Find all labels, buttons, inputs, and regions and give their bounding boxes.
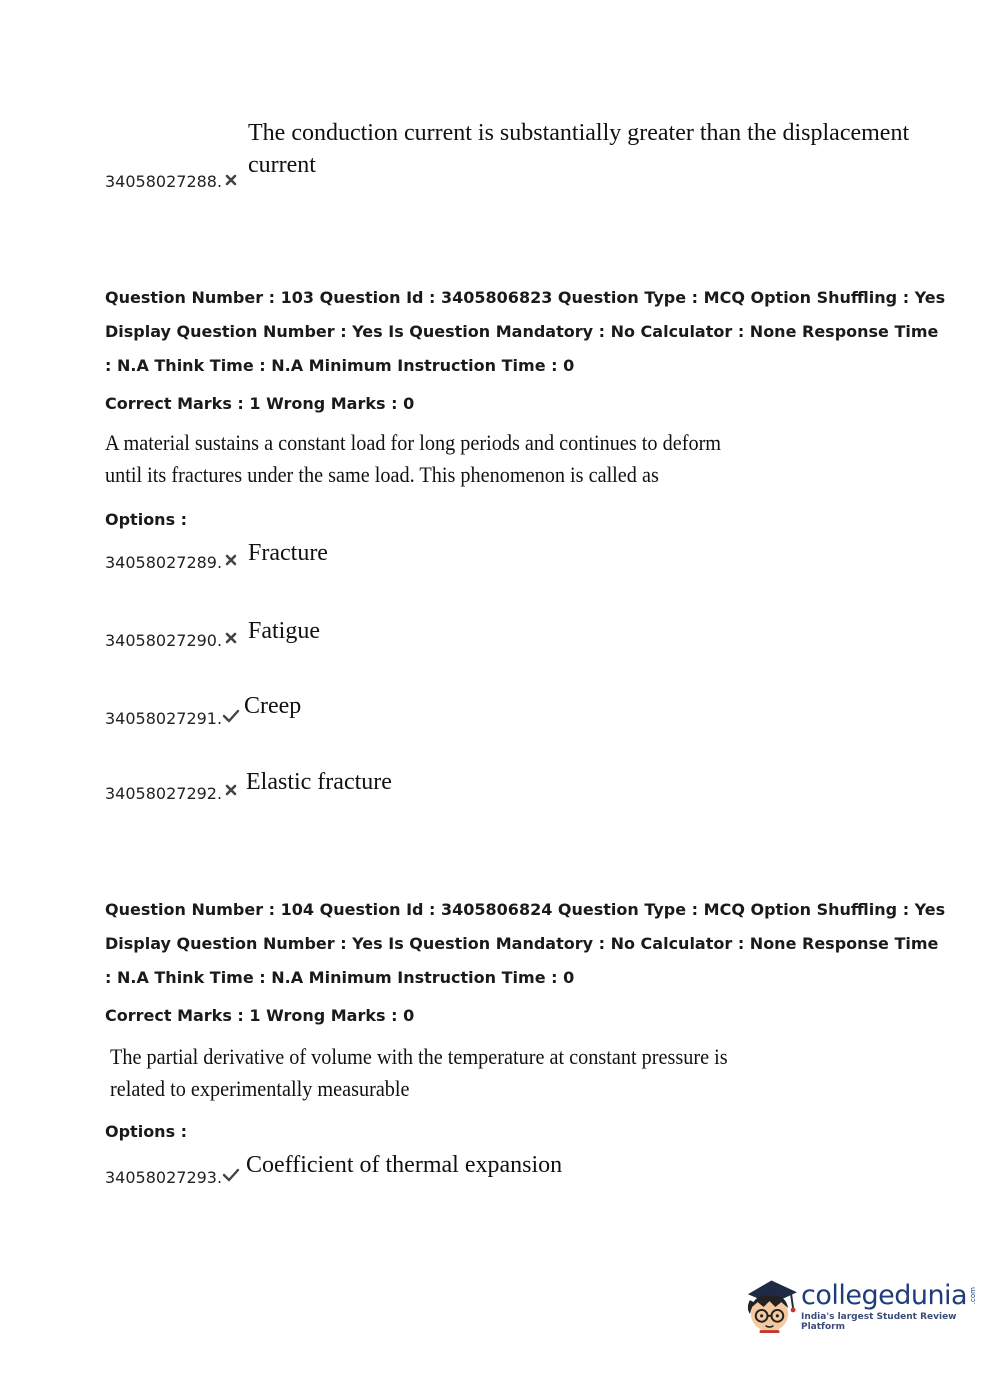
question-text-line1: A material sustains a constant load for long periods and continues to deform	[105, 430, 722, 455]
option-id: 34058027288.	[105, 172, 223, 191]
option-text: Fatigue	[248, 618, 320, 644]
check-icon	[222, 1168, 240, 1182]
question-text-line2: until its fractures under the same load. This phenomenon is called as	[105, 462, 659, 487]
question-meta-line1: Question Number : 104 Question Id : 3405806824 Question Type : MCQ Option Shuffling : Yes	[105, 900, 946, 919]
option-text-line1: The conduction current is substantially greater than the displacement	[248, 120, 910, 146]
cross-icon	[224, 783, 238, 797]
option-id: 34058027290.	[105, 631, 223, 650]
option-id: 34058027291.	[105, 709, 223, 728]
brand-tagline: India's largest Student Review Platform	[800, 1311, 957, 1332]
check-icon	[222, 709, 240, 723]
option-text: Fracture	[248, 540, 328, 566]
question-marks: Correct Marks : 1 Wrong Marks : 0	[105, 1006, 415, 1025]
question-meta-line3: : N.A Think Time : N.A Minimum Instruction Time : 0	[105, 356, 575, 375]
option-id: 34058027292.	[105, 784, 223, 803]
option-text: Creep	[244, 693, 302, 719]
brand-suffix: .com	[969, 1286, 978, 1305]
cross-icon	[224, 553, 238, 567]
question-meta-line2: Display Question Number : Yes Is Question Mandatory : No Calculator : None Response Time	[105, 322, 939, 341]
cross-icon	[224, 631, 238, 645]
option-id: 34058027293.	[105, 1168, 223, 1187]
options-label: Options :	[105, 510, 188, 529]
option-text-line2: current	[248, 152, 316, 178]
options-label: Options :	[105, 1122, 188, 1141]
question-meta-line2: Display Question Number : Yes Is Question Mandatory : No Calculator : None Response Time	[105, 934, 939, 953]
question-marks: Correct Marks : 1 Wrong Marks : 0	[105, 394, 415, 413]
question-text-line2: related to experimentally measurable	[110, 1076, 410, 1101]
question-meta-line3: : N.A Think Time : N.A Minimum Instruction Time : 0	[105, 968, 575, 987]
option-id: 34058027289.	[105, 553, 223, 572]
collegedunia-logo	[742, 1274, 1000, 1338]
brand-name: collegedunia	[800, 1279, 968, 1311]
cross-icon	[224, 173, 238, 187]
mascot-icon	[742, 1274, 799, 1338]
option-text: Coefficient of thermal expansion	[246, 1152, 563, 1178]
question-text-line1: The partial derivative of volume with the temperature at constant pressure is	[110, 1044, 728, 1069]
question-meta-line1: Question Number : 103 Question Id : 3405806823 Question Type : MCQ Option Shuffling : Yes	[105, 288, 946, 307]
option-text: Elastic fracture	[246, 769, 392, 795]
